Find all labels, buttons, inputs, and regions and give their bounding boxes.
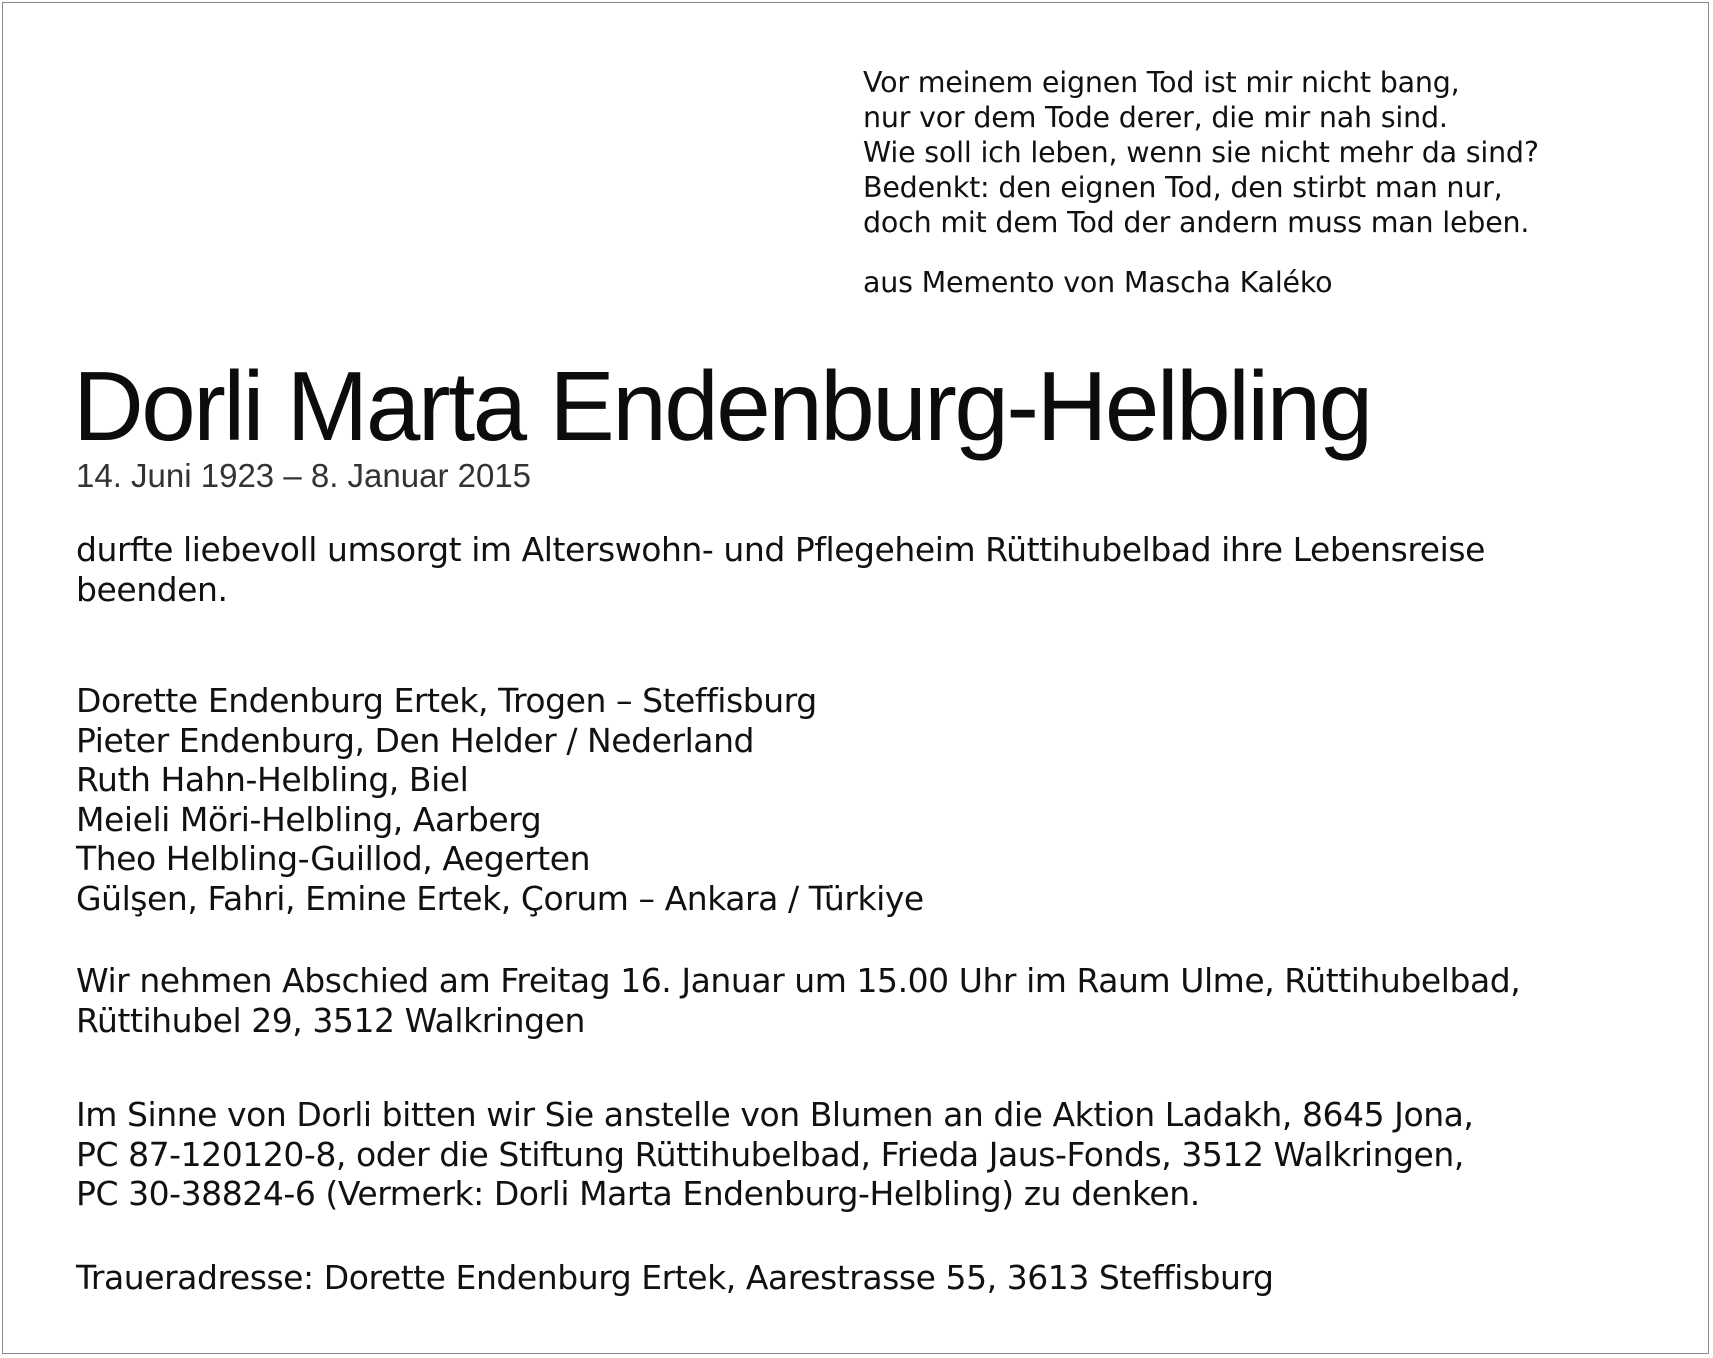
poem-line: Wie soll ich leben, wenn sie nicht mehr da sind? bbox=[863, 136, 1539, 169]
poem-line: nur vor dem Tode derer, die mir nah sind. bbox=[863, 101, 1448, 134]
poem-line: doch mit dem Tod der andern muss man leben. bbox=[863, 206, 1530, 239]
family-member: Theo Helbling-Guillod, Aegerten bbox=[76, 839, 591, 878]
poem-line: Vor meinem eignen Tod ist mir nicht bang, bbox=[863, 66, 1460, 99]
family-member: Gülşen, Fahri, Emine Ertek, Çorum – Ankara / Türkiye bbox=[76, 878, 924, 918]
donation-line: PC 87-120120-8, oder die Stiftung Rüttihubelbad, Frieda Jaus-Fonds, 3512 Walkringen, bbox=[76, 1134, 1464, 1174]
mourning-address bbox=[76, 1258, 1676, 1298]
intro-paragraph bbox=[76, 530, 1676, 609]
intro-line: durfte liebevoll umsorgt im Alterswohn- und Pflegeheim Rüttihubelbad ihre Lebensreise bbox=[76, 530, 1485, 569]
obituary-frame bbox=[2, 2, 1709, 1354]
ceremony-line: Rüttihubel 29, 3512 Walkringen bbox=[76, 1000, 585, 1040]
family-member: Meieli Möri-Helbling, Aarberg bbox=[76, 799, 542, 839]
poem-block bbox=[863, 65, 1683, 240]
family-list bbox=[76, 681, 1676, 918]
family-member: Ruth Hahn-Helbling, Biel bbox=[76, 760, 469, 799]
poem-source: aus Memento von Mascha Kaléko bbox=[863, 266, 1333, 299]
donation-line: Im Sinne von Dorli bitten wir Sie anstelle von Blumen an die Aktion Ladakh, 8645 Jona, bbox=[76, 1095, 1474, 1134]
donation-line: PC 30-38824-6 (Vermerk: Dorli Marta Endenburg-Helbling) zu denken. bbox=[76, 1174, 1200, 1213]
poem-line: Bedenkt: den eignen Tod, den stirbt man nur, bbox=[863, 171, 1503, 204]
ceremony-line: Wir nehmen Abschied am Freitag 16. Januar um 15.00 Uhr im Raum Ulme, Rüttihubelbad, bbox=[76, 961, 1521, 1000]
ceremony-paragraph bbox=[76, 961, 1676, 1040]
family-member: Dorette Endenburg Ertek, Trogen – Steffisburg bbox=[76, 681, 817, 720]
mourning-address-line: Traueradresse: Dorette Endenburg Ertek, Aarestrasse 55, 3613 Steffisburg bbox=[76, 1258, 1274, 1297]
life-dates: 14. Juni 1923 – 8. Januar 2015 bbox=[76, 457, 532, 494]
donation-paragraph bbox=[76, 1095, 1676, 1214]
deceased-name: Dorli Marta Endenburg-Helbling bbox=[73, 351, 1371, 461]
intro-line: beenden. bbox=[76, 569, 228, 609]
family-member: Pieter Endenburg, Den Helder / Nederland bbox=[76, 720, 755, 760]
